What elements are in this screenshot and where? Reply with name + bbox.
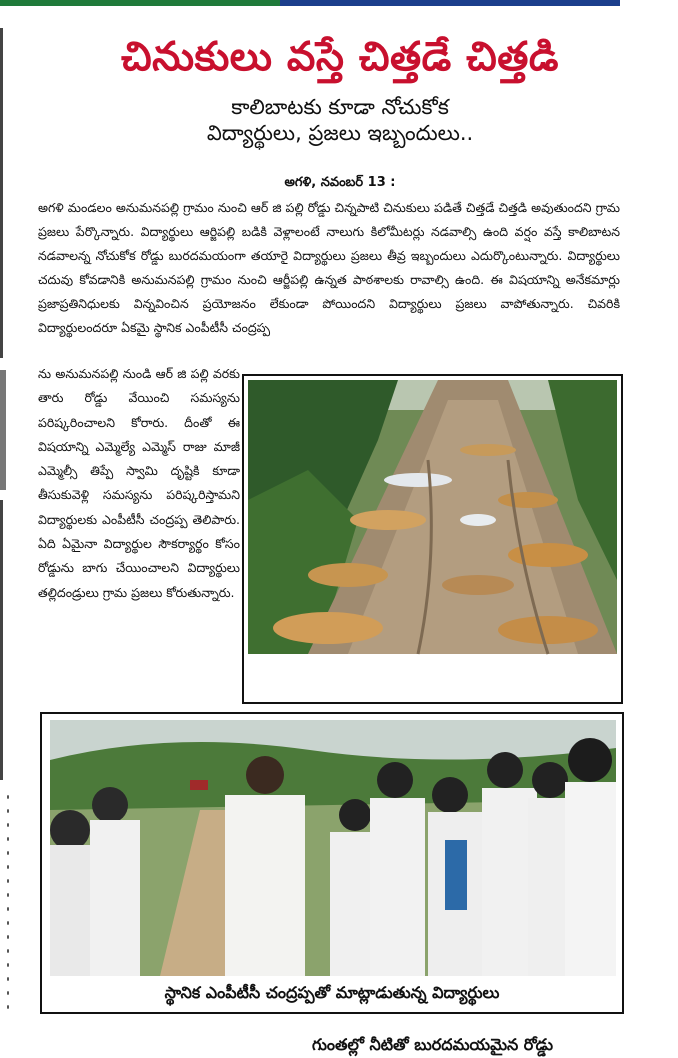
students-meeting-image bbox=[50, 720, 616, 976]
subheadline-line-1: కాలిబాటకు కూడా నోచుకోక bbox=[231, 95, 449, 119]
article-subheadline bbox=[100, 94, 580, 146]
masthead-green-stripe bbox=[0, 0, 280, 6]
left-column-rule bbox=[0, 28, 3, 358]
left-column-dotted-rule bbox=[4, 790, 12, 1010]
students-meeting-photo bbox=[40, 712, 624, 1014]
left-column-rule bbox=[0, 500, 3, 780]
left-column-rule bbox=[0, 370, 6, 490]
subheadline-line-2: విద్యార్థులు, ప్రజలు ఇబ్బందులు.. bbox=[206, 121, 474, 145]
article-headline: చినుకులు వస్తే చిత్తడే చిత్తడి bbox=[121, 34, 559, 80]
masthead-color-bar bbox=[0, 0, 678, 8]
article-body-column: ను అనుమనపల్లి నుండి ఆర్ జి పల్లి వరకు తారు రోడ్డు వేయించి సమస్యను పరిష్కరించాలని కోరారు. దీంతో ఈ విషయాన్ని ఎమ్మెల్యే ఎమ్మెస్ రాజు మాజీ ఎమ్మెల్సీ తిప్పే స్వామి దృష్టికి కూడా తీసుకువెళ్లి సమస్యను పరిష్కరిస్తామని విద్యార్థులకు ఎంపీటీసీ చంద్రప్ప తెలిపారు. ఏది ఏమైనా విద్యార్థుల సౌకర్యార్థం కోసం రోడ్డును బాగు చేయించాలని విద్యార్థులు తల్లిదండ్రులు గ్రామ ప్రజలు కోరుతున్నారు. bbox=[38, 366, 240, 600]
article-body-full-width: అగళి మండలం అనుమనపల్లి గ్రామం నుంచి ఆర్ జి పల్లి రోడ్డు చిన్నపాటి చినుకులు పడితే చిత్తడే చిత్తడి అవుతుందని గ్రామ ప్రజలు పేర్కొన్నారు. విద్యార్థులు ఆర్జిపల్లి బడికి వెళ్లాలంటే నాలుగు కిలోమీటర్లు నడవాల్సి ఉంది వర్షం వస్తే కాలిబాటన నడవాలన్న నోచుకోక రోడ్డు బురదమయంగా తయారై విద్యార్థులు ప్రజలు తీవ్ర ఇబ్బందులు ఎదుర్కొంటున్నారు. విద్యార్థులు చదువు కోవడానికి అనుమనపల్లి గ్రామం నుంచి ఆర్జీపల్లి ఉన్నత పాఠశాలకు రావాల్సి ఉంది. ఈ విషయాన్ని అనేకమార్లు ప్రజాప్రతినిధులకు విన్నవించిన ప్రయోజనం లేకుండా పోయిందని విద్యార్థులు ప్రజలు వాపోతున్నారు. చివరికి విద్యార్థులందరూ ఏకమై స్థానిక ఎంపీటీసీ చంద్రప్ప bbox=[38, 200, 620, 335]
masthead-blue-stripe bbox=[280, 0, 620, 6]
muddy-road-image bbox=[248, 380, 617, 654]
muddy-road-caption: గుంతల్లో నీటితో బురదమయమైన రోడ్డు bbox=[312, 1035, 553, 1054]
students-meeting-caption: స్థానిక ఎంపీటీసీ చంద్రప్పతో మాట్లాడుతున్న విద్యార్థులు bbox=[164, 983, 500, 1002]
article-dateline: అగళి, నవంబర్ 13 : bbox=[284, 175, 396, 190]
